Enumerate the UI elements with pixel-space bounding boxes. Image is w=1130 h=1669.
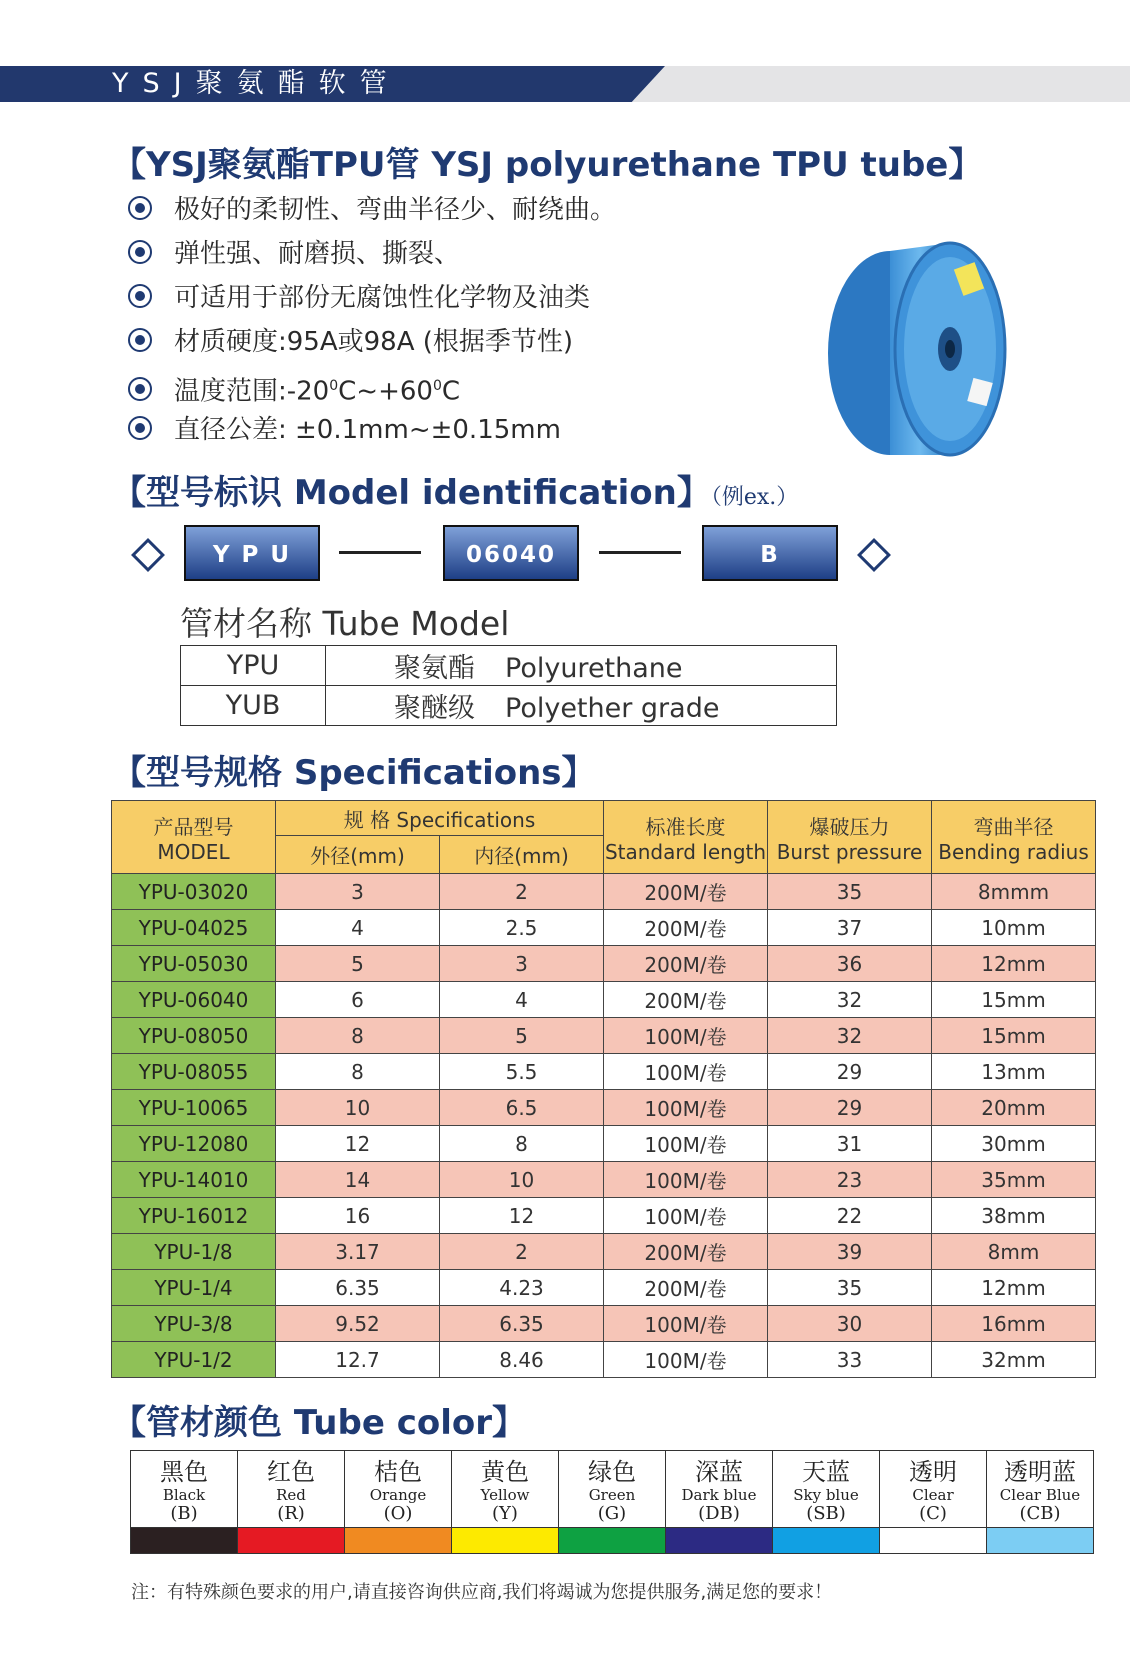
color-label-cell: [131, 1451, 238, 1528]
length-cell: 100M/卷: [604, 1162, 768, 1198]
color-swatch: [345, 1528, 452, 1554]
heading-spec: 【型号规格 Specifications】: [112, 753, 596, 793]
color-label-cell: [880, 1451, 987, 1528]
bend-cell: 38mm: [932, 1198, 1096, 1234]
color-swatch: [987, 1528, 1094, 1554]
burst-cell: 22: [768, 1198, 932, 1234]
table-row: [181, 686, 837, 726]
color-name-cn: 透明: [909, 1458, 957, 1486]
bend-cell: 8mmm: [932, 874, 1096, 910]
bend-cell: 32mm: [932, 1342, 1096, 1378]
od-cell: 16: [276, 1198, 440, 1234]
length-cell: 100M/卷: [604, 1090, 768, 1126]
table-row: [112, 874, 1096, 910]
burst-cell: 36: [768, 946, 932, 982]
table-row: [112, 1342, 1096, 1378]
header-burst: 爆破压力 Burst pressure: [768, 801, 932, 874]
color-name-cn: 红色: [267, 1458, 315, 1486]
table-row: [112, 1126, 1096, 1162]
color-code: (CB): [1019, 1503, 1061, 1524]
tube-name: 聚氨酯 Polyurethane: [326, 646, 837, 686]
id-cell: 6.35: [440, 1306, 604, 1342]
burst-cell: 23: [768, 1162, 932, 1198]
model-cell: YPU-04025: [112, 910, 276, 946]
table-row: [112, 982, 1096, 1018]
od-cell: 6.35: [276, 1270, 440, 1306]
length-cell: 100M/卷: [604, 1126, 768, 1162]
header-id: 内径(mm): [440, 836, 604, 874]
od-cell: 14: [276, 1162, 440, 1198]
bend-cell: 8mm: [932, 1234, 1096, 1270]
od-cell: 12.7: [276, 1342, 440, 1378]
heading-model: 【型号标识 Model identification】（例ex.）: [112, 473, 799, 513]
od-cell: 9.52: [276, 1306, 440, 1342]
color-name-en: Dark blue: [681, 1486, 757, 1504]
spec-table: [111, 800, 1096, 1378]
color-code: (C): [919, 1503, 947, 1524]
table-row: [112, 1234, 1096, 1270]
od-cell: 8: [276, 1054, 440, 1090]
length-cell: 100M/卷: [604, 1198, 768, 1234]
color-name-en: Yellow: [480, 1486, 530, 1504]
color-name-en: Clear Blue: [999, 1486, 1081, 1504]
bullet-icon: [128, 240, 152, 264]
id-cell: 3: [440, 946, 604, 982]
color-name-en: Clear: [912, 1486, 954, 1504]
bullet-icon: [128, 328, 152, 352]
table-row: [112, 1162, 1096, 1198]
table-row: [112, 1306, 1096, 1342]
diamond-icon: [131, 538, 165, 572]
color-swatch: [238, 1528, 345, 1554]
color-code: (R): [277, 1503, 305, 1524]
burst-cell: 29: [768, 1054, 932, 1090]
bend-cell: 15mm: [932, 982, 1096, 1018]
model-cell: YPU-14010: [112, 1162, 276, 1198]
color-label-cell: [238, 1451, 345, 1528]
header-length: 标准长度 Standard length: [604, 801, 768, 874]
burst-cell: 39: [768, 1234, 932, 1270]
color-name-en: Green: [588, 1486, 636, 1504]
separator-line: [339, 551, 421, 554]
color-name-cn: 绿色: [588, 1458, 636, 1486]
color-name-cn: 黑色: [160, 1458, 208, 1486]
burst-cell: 37: [768, 910, 932, 946]
id-cell: 8: [440, 1126, 604, 1162]
header-model: 产品型号 MODEL: [112, 801, 276, 874]
od-cell: 12: [276, 1126, 440, 1162]
heading-color: 【管材颜色 Tube color】: [112, 1403, 527, 1443]
length-cell: 100M/卷: [604, 1018, 768, 1054]
model-cell: YPU-16012: [112, 1198, 276, 1234]
table-row: [112, 1270, 1096, 1306]
burst-cell: 29: [768, 1090, 932, 1126]
color-name-cn: 深蓝: [695, 1458, 743, 1486]
model-cell: YPU-10065: [112, 1090, 276, 1126]
color-swatch: [131, 1528, 238, 1554]
color-name-cn: 桔色: [374, 1458, 422, 1486]
id-cell: 8.46: [440, 1342, 604, 1378]
id-cell: 5.5: [440, 1054, 604, 1090]
model-cell: YPU-1/4: [112, 1270, 276, 1306]
table-row: [112, 1018, 1096, 1054]
model-cell: YPU-08050: [112, 1018, 276, 1054]
separator-line: [599, 551, 681, 554]
length-cell: 200M/卷: [604, 1234, 768, 1270]
model-cell: YPU-06040: [112, 982, 276, 1018]
burst-cell: 32: [768, 982, 932, 1018]
feature-item: 极好的柔韧性、弯曲半径少、耐绕曲。: [128, 190, 616, 230]
id-cell: 5: [440, 1018, 604, 1054]
tube-model-label: 管材名称 Tube Model: [180, 604, 510, 643]
note-text: 注：有特殊颜色要求的用户,请直接咨询供应商,我们将竭诚为您提供服务,满足您的要求！: [131, 1582, 833, 1603]
burst-cell: 35: [768, 874, 932, 910]
bullet-icon: [128, 416, 152, 440]
bullet-icon: [128, 196, 152, 220]
length-cell: 100M/卷: [604, 1306, 768, 1342]
color-name-en: Black: [162, 1486, 206, 1504]
color-swatch-row: [131, 1528, 1094, 1554]
color-label-row: [131, 1451, 1094, 1528]
burst-cell: 30: [768, 1306, 932, 1342]
od-cell: 8: [276, 1018, 440, 1054]
model-box-material: Y P U: [184, 525, 320, 581]
bend-cell: 20mm: [932, 1090, 1096, 1126]
od-cell: 4: [276, 910, 440, 946]
color-swatch: [666, 1528, 773, 1554]
bend-cell: 15mm: [932, 1018, 1096, 1054]
bend-cell: 30mm: [932, 1126, 1096, 1162]
color-code: (DB): [698, 1503, 740, 1524]
bend-cell: 10mm: [932, 910, 1096, 946]
feature-item: 可适用于部份无腐蚀性化学物及油类: [128, 278, 590, 318]
table-row: [112, 946, 1096, 982]
color-swatch: [773, 1528, 880, 1554]
model-cell: YPU-12080: [112, 1126, 276, 1162]
length-cell: 200M/卷: [604, 874, 768, 910]
table-row: [181, 646, 837, 686]
bullet-icon: [128, 284, 152, 308]
model-cell: YPU-05030: [112, 946, 276, 982]
spec-header-row: [112, 801, 1096, 836]
color-name-cn: 透明蓝: [1004, 1458, 1076, 1486]
od-cell: 3.17: [276, 1234, 440, 1270]
color-label-cell: [559, 1451, 666, 1528]
color-code: (G): [597, 1503, 627, 1524]
color-name-en: Orange: [369, 1486, 427, 1504]
burst-cell: 32: [768, 1018, 932, 1054]
id-cell: 2.5: [440, 910, 604, 946]
model-box-size: 06040: [443, 525, 579, 581]
length-cell: 200M/卷: [604, 910, 768, 946]
od-cell: 5: [276, 946, 440, 982]
od-cell: 6: [276, 982, 440, 1018]
color-swatch: [452, 1528, 559, 1554]
model-cell: YPU-1/8: [112, 1234, 276, 1270]
header-od: 外径(mm): [276, 836, 440, 874]
bend-cell: 35mm: [932, 1162, 1096, 1198]
length-cell: 100M/卷: [604, 1342, 768, 1378]
banner-title: YSJ聚氨酯软管: [112, 68, 401, 99]
table-row: [112, 1054, 1096, 1090]
color-name-cn: 天蓝: [802, 1458, 850, 1486]
model-cell: YPU-08055: [112, 1054, 276, 1090]
model-box-color: B: [702, 525, 838, 581]
length-cell: 200M/卷: [604, 982, 768, 1018]
id-cell: 12: [440, 1198, 604, 1234]
color-label-cell: [987, 1451, 1094, 1528]
color-code: (Y): [492, 1503, 518, 1524]
burst-cell: 33: [768, 1342, 932, 1378]
header-spec: 规 格 Specifications: [276, 801, 604, 836]
table-row: [112, 1090, 1096, 1126]
feature-item-temperature: 温度范围$:-20^0C\sim+60^0C$: [128, 366, 460, 406]
bullet-icon: [128, 377, 152, 401]
model-cell: YPU-03020: [112, 874, 276, 910]
bend-cell: 12mm: [932, 1270, 1096, 1306]
model-cell: YPU-3/8: [112, 1306, 276, 1342]
tube-model-table: [180, 645, 837, 726]
model-cell: YPU-1/2: [112, 1342, 276, 1378]
color-code: (O): [383, 1503, 413, 1524]
id-cell: 4.23: [440, 1270, 604, 1306]
color-label-cell: [452, 1451, 559, 1528]
color-swatch: [880, 1528, 987, 1554]
bend-cell: 16mm: [932, 1306, 1096, 1342]
id-cell: 6.5: [440, 1090, 604, 1126]
color-label-cell: [345, 1451, 452, 1528]
color-swatch: [559, 1528, 666, 1554]
feature-item: 材质硬度:95A或98A (根据季节性): [128, 322, 573, 362]
tube-code: YPU: [181, 646, 326, 686]
heading-main: 【YSJ聚氨酯TPU管 YSJ polyurethane TPU tube】: [112, 145, 983, 185]
color-label-cell: [666, 1451, 773, 1528]
color-table: [130, 1450, 1094, 1554]
burst-cell: 31: [768, 1126, 932, 1162]
tube-code: YUB: [181, 686, 326, 726]
id-cell: 4: [440, 982, 604, 1018]
feature-item: 直径公差: ±0.1mm~±0.15mm: [128, 410, 561, 450]
id-cell: 10: [440, 1162, 604, 1198]
bend-cell: 12mm: [932, 946, 1096, 982]
color-code: (SB): [806, 1503, 846, 1524]
od-cell: 10: [276, 1090, 440, 1126]
color-code: (B): [170, 1503, 198, 1524]
length-cell: 100M/卷: [604, 1054, 768, 1090]
od-cell: 3: [276, 874, 440, 910]
table-row: [112, 1198, 1096, 1234]
burst-cell: 35: [768, 1270, 932, 1306]
color-label-cell: [773, 1451, 880, 1528]
bend-cell: 13mm: [932, 1054, 1096, 1090]
color-name-en: Sky blue: [793, 1486, 859, 1504]
color-name-en: Red: [276, 1486, 306, 1504]
length-cell: 200M/卷: [604, 1270, 768, 1306]
id-cell: 2: [440, 1234, 604, 1270]
header-bend: 弯曲半径 Bending radius: [932, 801, 1096, 874]
tube-reel-image: [820, 225, 1010, 470]
table-row: [112, 910, 1096, 946]
tube-name: 聚醚级 Polyether grade: [326, 686, 837, 726]
color-name-cn: 黄色: [481, 1458, 529, 1486]
id-cell: 2: [440, 874, 604, 910]
length-cell: 200M/卷: [604, 946, 768, 982]
feature-item: 弹性强、耐磨损、撕裂、: [128, 234, 460, 274]
diamond-icon: [857, 538, 891, 572]
